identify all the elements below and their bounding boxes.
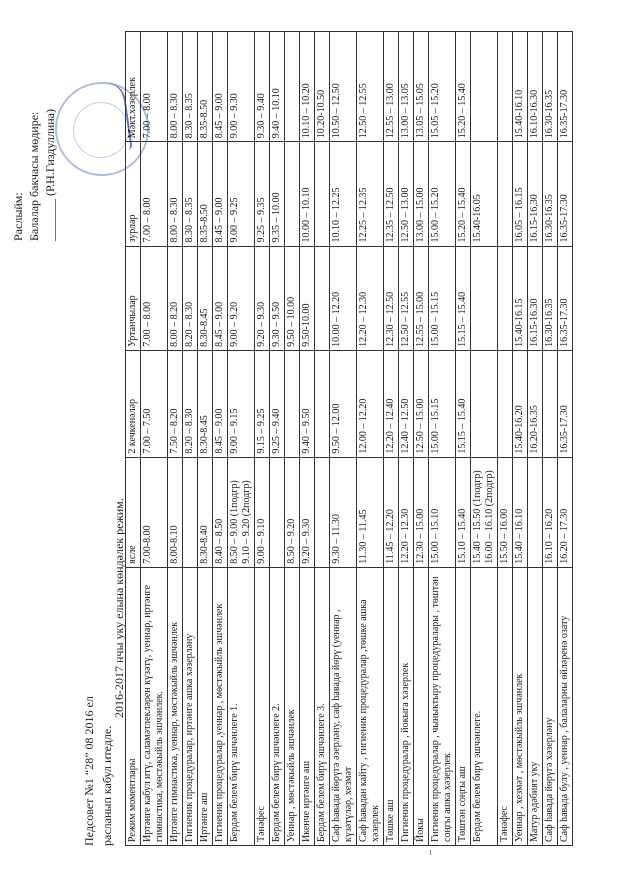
time-cell: 16.05 – 16.15	[513, 142, 528, 246]
time-cell: 9.20 – 9.30	[255, 246, 270, 350]
regime-moment-cell: Саф һавада йөрүгә әзерләну, саф һавада йөрү (уеннар , күзәтүләр, хезмәт	[330, 567, 357, 845]
table-row	[471, 32, 498, 846]
time-cell: 7.00 – 8.00	[141, 246, 168, 350]
time-cell: 8.00 – 8.20	[168, 246, 183, 350]
time-cell: 8.30-8.45	[198, 246, 213, 350]
time-cell: 10.00 – 10.10	[300, 142, 315, 246]
time-cell	[315, 246, 330, 350]
time-cell: 8.35-8.50	[198, 142, 213, 246]
time-cell: 7.00-8.00	[141, 457, 168, 567]
regime-moment-cell: Икенче иртәнге аш	[300, 567, 315, 845]
regime-moment-cell: Төшке аш	[384, 567, 399, 845]
time-cell: 15.40 – 15.50 (1подгр) 16.00 – 16.10 (2подгр)	[471, 457, 498, 567]
time-cell	[285, 350, 300, 457]
regime-moment-cell: Гигиеник процедуралар , йокыга хәзерлек	[399, 567, 414, 845]
regime-moment-cell: Уеннар , хезмәт , мөстәкыйль эшчәнлек	[513, 567, 528, 845]
table-row	[255, 32, 270, 846]
table-row	[315, 32, 330, 846]
council-line-2: расланып кабул итедле.	[100, 725, 114, 846]
time-cell	[543, 350, 558, 457]
table-row	[384, 32, 399, 846]
time-cell: 9.00 – 9.20	[228, 246, 255, 350]
time-cell: 9.35 – 10.00	[270, 142, 285, 246]
time-cell: 16.10 – 16.20	[543, 457, 558, 567]
time-cell	[315, 457, 330, 567]
regime-moment-cell: Гигиеник процедуралар, иртәнге ашка хәзерләну	[183, 567, 198, 845]
time-cell: 8.20 – 8.30	[183, 350, 198, 457]
regime-moment-cell: Тәнәфес	[498, 567, 513, 845]
time-cell: 9.20 – 9.30	[300, 457, 315, 567]
time-cell: 10.10 – 10.20	[300, 32, 315, 142]
time-cell: 12.50 – 13.00	[399, 142, 414, 246]
regime-moment-cell: Саф һавада йөрүгә хәзерләну	[543, 567, 558, 845]
regime-moment-cell: Тәнәфес	[255, 567, 270, 845]
table-row	[285, 32, 300, 846]
time-cell: 8.45 – 9.00	[213, 142, 228, 246]
time-cell	[471, 350, 498, 457]
time-cell: 12.20 – 12.30	[399, 457, 414, 567]
schedule-table	[125, 31, 573, 846]
time-cell: 10.10 – 12.25	[330, 142, 357, 246]
time-cell: 13.00 – 13.05	[399, 32, 414, 142]
table-row	[357, 32, 384, 846]
time-cell: 16.35-17.30	[558, 32, 573, 142]
regime-moment-cell: Иртәнге гимнастика, уеннар, мөстәкыйль эшчәнлек	[168, 567, 183, 845]
time-cell: 12.35 – 12.50	[384, 142, 399, 246]
regime-moment-cell: Бердәм белем бирү эшчәнлеге.	[471, 567, 498, 845]
time-cell: 9.00 – 9.25	[228, 142, 255, 246]
table-header-row	[126, 32, 141, 846]
time-cell: 16.20 – 17.30	[558, 457, 573, 567]
approval-line-1: Раслыйм:	[11, 192, 25, 241]
time-cell	[315, 350, 330, 457]
table-row	[183, 32, 198, 846]
time-cell	[285, 32, 300, 142]
schedule-body	[141, 32, 573, 846]
time-cell: 10.00 – 12.20	[330, 246, 357, 350]
time-cell	[471, 32, 498, 142]
time-cell: 15.10 – 15.40	[456, 457, 471, 567]
time-cell	[498, 32, 513, 142]
time-cell	[498, 142, 513, 246]
time-cell: 15.20 – 15.40	[456, 142, 471, 246]
time-cell: 13.00 – 15.00	[414, 142, 429, 246]
regime-moment-cell: Саф һавадан кайту , гигиеник процедуралар ,төшке ашка хәзерлек	[357, 567, 384, 845]
time-cell: 8.50 – 9.20	[285, 457, 300, 567]
time-cell: 9.50 – 12.00	[330, 350, 357, 457]
time-cell: 16.35-17.30	[558, 142, 573, 246]
table-row	[330, 32, 357, 846]
time-cell: 15.15 – 15.40	[456, 350, 471, 457]
time-cell: 15.40-16.20	[513, 350, 528, 457]
table-row	[414, 32, 429, 846]
time-cell: 15.15 – 15.40	[456, 246, 471, 350]
time-cell: 16.10-16.30	[528, 32, 543, 142]
time-cell	[498, 246, 513, 350]
time-cell: 12.40 – 12.50	[399, 350, 414, 457]
time-cell	[183, 457, 198, 567]
table-row	[198, 32, 213, 846]
time-cell: 12.30 – 12.50	[384, 246, 399, 350]
time-cell: 16.15-16.30	[528, 246, 543, 350]
time-cell: 15.00 – 15.10	[429, 457, 456, 567]
header-middle: Уртанчылар	[126, 246, 141, 350]
time-cell: 9.25 – 9.40	[270, 350, 285, 457]
time-cell: 8.45 – 9.00	[213, 350, 228, 457]
regime-moment-cell: Гигиеник процедуралар ,уеннар , мөстәкыйль эшчәнлек	[213, 567, 228, 845]
regime-moment-cell: Саф һавада булу , уеннар , балаларны өйләренә озату	[558, 567, 573, 845]
time-cell	[498, 350, 513, 457]
time-cell: 15.00 – 15.20	[429, 142, 456, 246]
header-preschool: Мәкт.хәзерлек	[126, 32, 141, 142]
time-cell: 15.00 – 15.15	[429, 350, 456, 457]
table-row	[168, 32, 183, 846]
time-cell: 9.50-10.00	[300, 246, 315, 350]
time-cell: 16.20-16.35	[528, 350, 543, 457]
time-cell: 7.00 – 7.50	[141, 350, 168, 457]
regime-moment-cell: Бердәм белем бирү эшчәнлеге 2.	[270, 567, 285, 845]
time-cell: 8.30 – 8.35	[183, 142, 198, 246]
time-cell: 9.15 – 9.25	[255, 350, 270, 457]
time-cell	[270, 457, 285, 567]
time-cell	[528, 457, 543, 567]
header-older: зурлар	[126, 142, 141, 246]
time-cell: 9.00 – 9.10	[255, 457, 270, 567]
time-cell: 16.35-17.30	[558, 350, 573, 457]
time-cell: 9.30 – 9.50	[270, 246, 285, 350]
time-cell: 8.00-8.10	[168, 457, 183, 567]
time-cell: 15.20 – 15.40	[456, 32, 471, 142]
time-cell: 16.15-16.30	[528, 142, 543, 246]
header-younger: 2 кечкенәләр	[126, 350, 141, 457]
time-cell: 12.00 – 12.20	[357, 350, 384, 457]
time-cell: 7.00 – 8.00	[141, 32, 168, 142]
page-mark: –	[425, 850, 436, 855]
time-cell: 8.35-8.50	[198, 32, 213, 142]
time-cell: 8.20 – 8.30	[183, 246, 198, 350]
time-cell: 9.50 – 10.00	[285, 246, 300, 350]
time-cell: 9.30 – 9.40	[255, 32, 270, 142]
time-cell: 8.30 – 8.35	[183, 32, 198, 142]
time-cell: 12.55 – 15.00	[414, 246, 429, 350]
table-row	[399, 32, 414, 846]
time-cell: 12.50 – 12.55	[357, 32, 384, 142]
time-cell: 9.40 – 9.50	[300, 350, 315, 457]
table-row	[456, 32, 471, 846]
time-cell: 9.25 – 9.35	[255, 142, 270, 246]
approval-block	[10, 11, 58, 241]
schedule-title: 2016-2017 нчы уку елына көндәлек режим.	[112, 498, 126, 718]
table-row	[543, 32, 558, 846]
time-cell: 9.00 – 9.15	[228, 350, 255, 457]
time-cell	[315, 142, 330, 246]
time-cell: 10.20-10.50	[315, 32, 330, 142]
table-row	[141, 32, 168, 846]
header-nursery: ясле	[126, 457, 141, 567]
regime-moment-cell: Бердәм белем бирү эшчәнлеге 3.	[315, 567, 330, 845]
time-cell: 15.00 – 15.15	[429, 246, 456, 350]
regime-moment-cell: Иртәнге кабул итү, саламәтлекләрен күзәтү, уеннар, иртәнге гимнастика, мөстәкыйль эшчәнлек.	[141, 567, 168, 845]
time-cell: 8.00 – 8.30	[168, 142, 183, 246]
time-cell: 9.40 – 10.10	[270, 32, 285, 142]
time-cell: 11.45 – 12.20	[384, 457, 399, 567]
time-cell: 12.25 – 12.35	[357, 142, 384, 246]
regime-moment-cell: Матур әдәбият уку	[528, 567, 543, 845]
table-row	[300, 32, 315, 846]
time-cell: 12.20 – 12.40	[384, 350, 399, 457]
time-cell: 15.40-16.10	[513, 32, 528, 142]
time-cell: 7.50 – 8.20	[168, 350, 183, 457]
time-cell: 8.00 – 8.30	[168, 32, 183, 142]
table-row	[513, 32, 528, 846]
time-cell: 16.30-16.35	[543, 32, 558, 142]
time-cell: 15.50 – 16.00	[498, 457, 513, 567]
time-cell: 13.05 – 15.05	[414, 32, 429, 142]
regime-moment-cell: Йокы	[414, 567, 429, 845]
time-cell: 8.30-8.40	[198, 457, 213, 567]
table-row	[228, 32, 255, 846]
regime-moment-cell: Төштән соңгы аш	[456, 567, 471, 845]
time-cell: 9.30 – 11.30	[330, 457, 357, 567]
time-cell: 8.40 – 8.50	[213, 457, 228, 567]
regime-moment-cell: Бердәм белем бирү эшчәнлеге 1.	[228, 567, 255, 845]
time-cell: 15.40 – 16.10	[513, 457, 528, 567]
approval-line-2: Балалар бакчасы мөдире:	[27, 111, 41, 241]
time-cell: 8.45 – 9.00	[213, 246, 228, 350]
approval-line-3: _______ (Р.Н.Гиздуллина)	[43, 109, 57, 241]
table-row	[270, 32, 285, 846]
time-cell	[285, 142, 300, 246]
time-cell: 12.55 – 13.00	[384, 32, 399, 142]
time-cell: 9.00 – 9.30	[228, 32, 255, 142]
time-cell: 12.50 – 12.55	[399, 246, 414, 350]
time-cell: 16.30-16.35	[543, 142, 558, 246]
header-moments: Режим моментлары	[126, 567, 141, 845]
table-row	[528, 32, 543, 846]
table-row	[558, 32, 573, 846]
regime-moment-cell: Гигиеник процедуралар , чыныктыру процедуралары , төштән соңгы ашка хәзерлек	[429, 567, 456, 845]
time-cell: 12.30 – 15.00	[414, 457, 429, 567]
time-cell: 15.40-16.15	[513, 246, 528, 350]
time-cell: 16.30-16.35	[543, 246, 558, 350]
time-cell: 16.35-17.30	[558, 246, 573, 350]
table-row	[213, 32, 228, 846]
regime-moment-cell: Иртәнге аш	[198, 567, 213, 845]
council-line-1: Педсовет №1 “28” 08 2016 ел	[82, 696, 96, 846]
time-cell: 12.50 – 15.00	[414, 350, 429, 457]
time-cell: 12.20 – 12.30	[357, 246, 384, 350]
council-note	[80, 696, 116, 846]
time-cell: 8.45 – 9.00	[213, 32, 228, 142]
time-cell: 10.50 – 12.50	[330, 32, 357, 142]
table-row	[429, 32, 456, 846]
time-cell: 8.50 – 9.00 (1подгр) 9.10 – 9.20 (2подгр)	[228, 457, 255, 567]
time-cell	[471, 246, 498, 350]
time-cell: 11.30 – 11.45	[357, 457, 384, 567]
time-cell: 15.05 – 15.20	[429, 32, 456, 142]
table-row	[498, 32, 513, 846]
time-cell: 8.30-8.45	[198, 350, 213, 457]
time-cell: 15.40-16.05	[471, 142, 498, 246]
time-cell: 7.00 – 8.00	[141, 142, 168, 246]
regime-moment-cell: Уеннар , мөстәкыйль эшчәнлек	[285, 567, 300, 845]
